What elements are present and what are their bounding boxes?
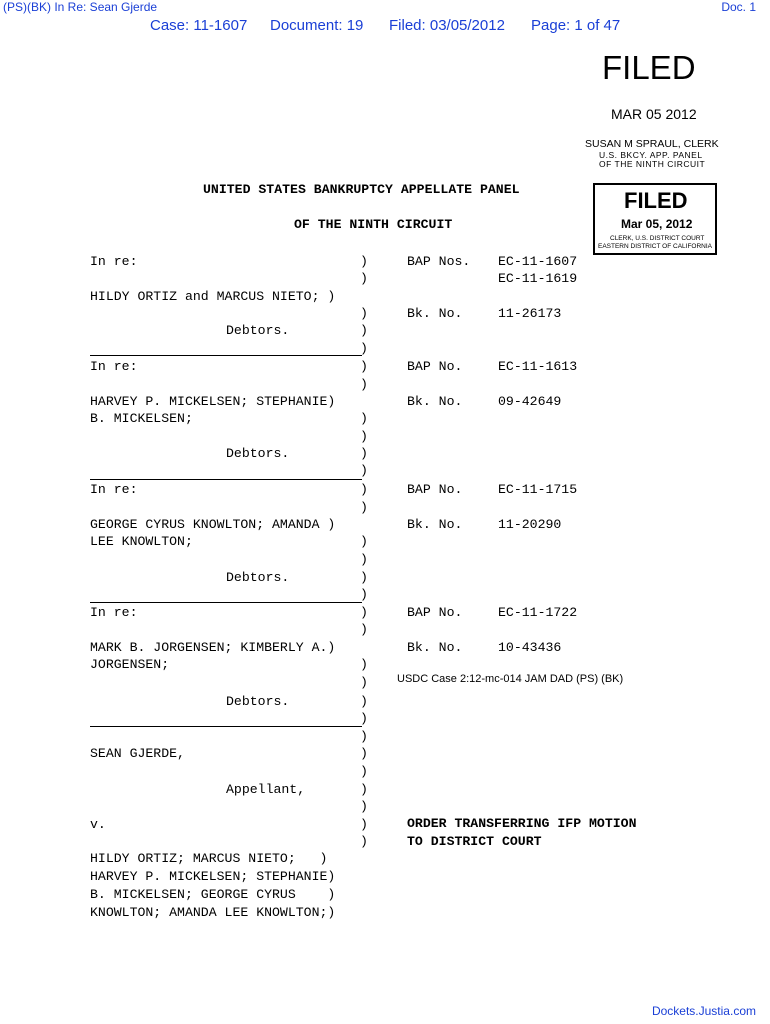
paren: ) [360,799,368,814]
paren: ) [360,675,368,690]
doc-number-link[interactable]: Doc. 1 [721,0,756,14]
court-name-line1: UNITED STATES BANKRUPTCY APPELLATE PANEL [203,182,520,197]
case2-bk-label: Bk. No. [407,394,463,409]
case1-bk-label: Bk. No. [407,306,463,321]
bap-clerk-name: SUSAN M SPRAUL, CLERK [585,138,719,150]
appellees-line4: KNOWLTON; AMANDA LEE KNOWLTON;) [90,905,336,920]
paren: ) [360,657,368,672]
paren: ) [360,746,368,761]
district-filed-stamp [593,183,717,255]
case3-bk-number: 11-20290 [498,517,562,532]
paren: ) [360,552,368,567]
case4-parties-1: MARK B. JORGENSEN; KIMBERLY A.) [90,640,336,655]
paren: ) [360,429,368,444]
paren: ) [360,782,368,797]
paren: ) [360,605,368,620]
paren: ) [360,534,368,549]
case2-parties-1: HARVEY P. MICKELSEN; STEPHANIE) [90,394,336,409]
bap-panel-line1: U.S. BKCY. APP. PANEL [599,150,703,160]
versus: v. [90,817,106,832]
case1-bap-label: BAP Nos. [407,254,471,269]
document-number: Document: 19 [270,17,364,34]
paren: ) [360,377,368,392]
case1-bap-number-1: EC-11-1607 [498,254,578,269]
case4-bk-number: 10-43436 [498,640,562,655]
caption-divider [90,479,362,480]
case4-bap-label: BAP No. [407,605,463,620]
case4-in-re: In re: [90,605,138,620]
case3-parties-1: GEORGE CYRUS KNOWLTON; AMANDA ) [90,517,336,532]
bap-panel-line2: OF THE NINTH CIRCUIT [599,159,706,169]
appellees-line3: B. MICKELSEN; GEORGE CYRUS ) [90,887,336,902]
paren: ) [360,446,368,461]
paren: ) [360,500,368,515]
appellant-label: Appellant, [226,782,306,797]
paren: ) [360,254,368,269]
district-filed-label: FILED [624,188,688,213]
paren: ) [360,729,368,744]
filed-date: Filed: 03/05/2012 [389,17,505,34]
appellees-line2: HARVEY P. MICKELSEN; STEPHANIE) [90,869,336,884]
case4-parties-2: JORGENSEN; [90,657,170,672]
page-count: Page: 1 of 47 [531,17,621,34]
paren: ) [360,341,368,356]
paren: ) [360,711,368,726]
paren: ) [360,323,368,338]
order-title-line2: TO DISTRICT COURT [407,834,542,849]
case4-debtors: Debtors. [226,694,290,709]
case1-parties: HILDY ORTIZ and MARCUS NIETO; ) [90,289,336,304]
district-clerk-line: CLERK, U.S. DISTRICT COURT [610,235,705,242]
case1-debtors: Debtors. [226,323,290,338]
bap-filed-stamp: FILED [602,49,696,86]
paren: ) [360,834,368,849]
case2-parties-2: B. MICKELSEN; [90,411,193,426]
case1-bk-number: 11-26173 [498,306,562,321]
case1-bap-number-2: EC-11-1619 [498,271,578,286]
paren: ) [360,411,368,426]
case4-bk-label: Bk. No. [407,640,463,655]
case2-bap-number: EC-11-1613 [498,359,578,374]
paren: ) [360,359,368,374]
case2-debtors: Debtors. [226,446,290,461]
paren: ) [360,694,368,709]
appellant-name: SEAN GJERDE, [90,746,185,761]
paren: ) [360,306,368,321]
case-number: Case: 11-1607 [150,17,248,34]
case2-bap-label: BAP No. [407,359,463,374]
caption-divider [90,355,362,356]
case1-in-re: In re: [90,254,138,269]
case3-in-re: In re: [90,482,138,497]
paren: ) [360,764,368,779]
case3-bap-label: BAP No. [407,482,463,497]
appellees-line1: HILDY ORTIZ; MARCUS NIETO; ) [90,851,328,866]
caption-divider [90,726,362,727]
case2-in-re: In re: [90,359,138,374]
paren: ) [360,570,368,585]
paren: ) [360,587,368,602]
case3-bk-label: Bk. No. [407,517,463,532]
case3-debtors: Debtors. [226,570,290,585]
paren: ) [360,622,368,637]
paren: ) [360,817,368,832]
court-name-line2: OF THE NINTH CIRCUIT [294,217,453,232]
paren: ) [360,463,368,478]
usdc-case-number: USDC Case 2:12-mc-014 JAM DAD (PS) (BK) [397,673,624,685]
justia-source-link[interactable]: Dockets.Justia.com [651,1004,756,1018]
district-filed-date: Mar 05, 2012 [621,217,693,231]
district-name-line: EASTERN DISTRICT OF CALIFORNIA [598,243,713,250]
paren: ) [360,271,368,286]
case3-parties-2: LEE KNOWLTON; [90,534,193,549]
case4-bap-number: EC-11-1722 [498,605,578,620]
paren: ) [360,482,368,497]
case-title-link[interactable]: (PS)(BK) In Re: Sean Gjerde [3,0,158,14]
caption-divider [90,602,362,603]
case2-bk-number: 09-42649 [498,394,562,409]
order-title-line1: ORDER TRANSFERRING IFP MOTION [407,816,637,831]
case3-bap-number: EC-11-1715 [498,482,578,497]
bap-filed-date: MAR 05 2012 [611,106,697,122]
